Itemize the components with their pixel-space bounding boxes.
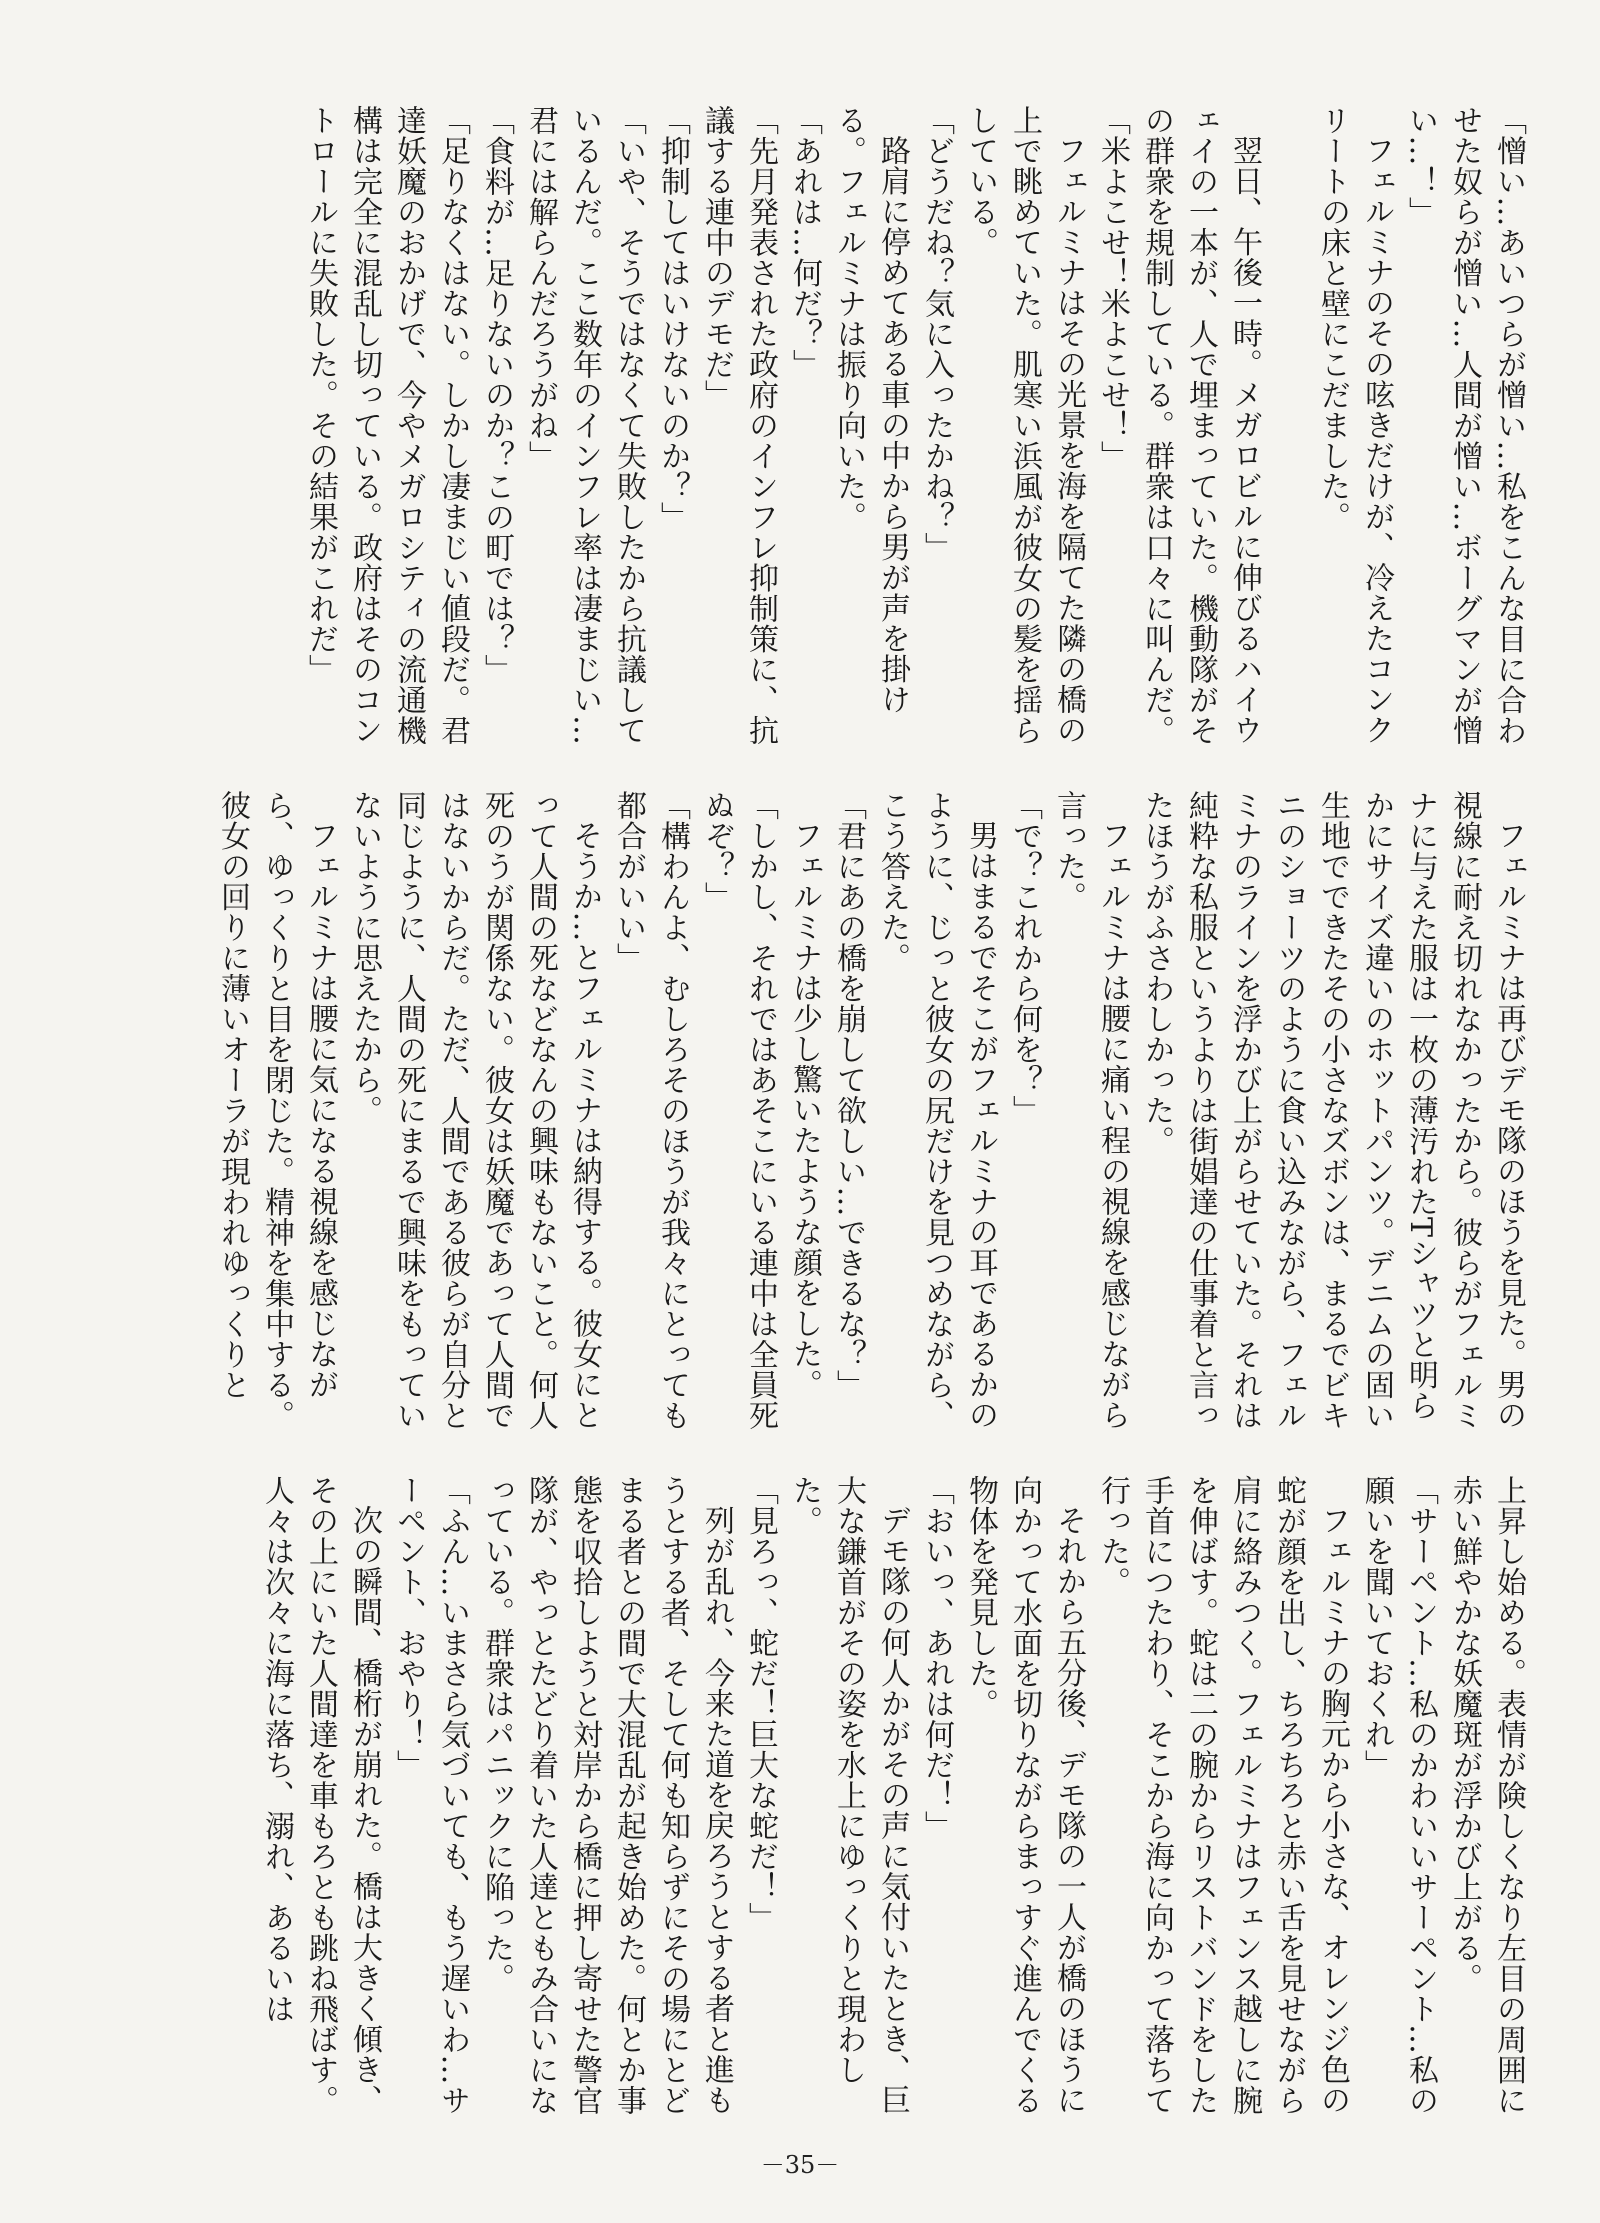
- paragraph: 「しかし、それではあそこにいる連中は全員死ぬぞ？」: [699, 790, 778, 1431]
- paragraph: 上昇し始める。表情が険しくなり左目の周囲に赤い鮮やかな妖魔斑が浮かび上がる。: [1447, 1475, 1526, 2116]
- paragraph: 男はまるでそこがフェルミナの耳であるかのように、じっと彼女の尻だけを見つめながら、こう答えた。: [875, 790, 998, 1431]
- text-tier-top: [70, 105, 1530, 755]
- paragraph: フェルミナはその光景を海を隔てた隣の橋の上で眺めていた。肌寒い浜風が彼女の髪を揺らしている。: [963, 105, 1086, 746]
- paragraph: 「構わんよ、むしろそのほうが我々にとっても都合がいい」: [611, 790, 690, 1431]
- paragraph: 翌日、午後一時。メガロビルに伸びるハイウェイの一本が、人で埋まっていた。機動隊がその群衆を規制している。群衆は口々に叫んだ。: [1139, 105, 1262, 746]
- paragraph: 「見ろっ、蛇だ！巨大な蛇だ！」: [743, 1475, 778, 1933]
- paragraph: 路肩に停めてある車の中から男が声を掛ける。フェルミナは振り向いた。: [831, 105, 910, 715]
- paragraph: 「足りなくはない。しかし凄まじい値段だ。君達妖魔のおかげで、今やメガロシティの流通機構は完全に混乱し切っている。政府はそのコントロールに失敗した。その結果がこれだ」: [303, 105, 470, 746]
- paragraph: 「君にあの橋を崩して欲しい…できるな？」: [831, 790, 866, 1400]
- paragraph: フェルミナは再びデモ隊のほうを見た。男の視線に耐え切れなかったから。彼らがフェルミナに与えた服は一枚の薄汚れたTシャツと明らかにサイズ違いのホットパンツ。デニムの固い生地でできたその小さなズボンは、まるでビキニのショーツのように食い込みながら、フェルミナのラインを浮かび上がらせていた。それは純粋な私服というよりは街娼達の仕事着と言ったほうがふさわしかった。: [1139, 790, 1526, 1431]
- paragraph: フェルミナは腰に痛い程の視線を感じながら言った。: [1051, 790, 1130, 1430]
- paragraph: それから五分後、デモ隊の一人が橋のほうに向かって水面を切りながらまっすぐ進んでくる物体を発見した。: [963, 1475, 1086, 2116]
- paragraph: そうか…とフェルミナは納得する。彼女にとって人間の死などなんの興味もないこと。何人死のうが関係ない。彼女は妖魔であって人間ではないからだ。ただ、人間である彼らが自分と同じように、人間の死にまるで興味をもっていないように思えたから。: [347, 790, 602, 1431]
- paragraph: 「先月発表された政府のインフレ抑制策に、抗議する連中のデモだ」: [699, 105, 778, 746]
- paragraph: フェルミナのその呟きだけが、冷えたコンクリートの床と壁にこだました。: [1315, 105, 1394, 745]
- paragraph: 列が乱れ、今来た道を戻ろうとする者と進もうとする者、そして何も知らずにその場にとどまる者との間で大混乱が起き始めた。何とか事態を収拾しようと対岸から橋に押し寄せた警官隊が、やっとたどり着いた人達ともみ合いになっている。群衆はパニックに陥った。: [479, 1475, 734, 2116]
- paragraph: [1266, 105, 1310, 755]
- paragraph: デモ隊の何人かがその声に気付いたとき、巨大な鎌首がその姿を水上にゆっくりと現わした。: [787, 1475, 910, 2115]
- page-number: －35－: [760, 2151, 840, 2179]
- paragraph: 「おいっ、あれは何だ！」: [919, 1475, 954, 1841]
- paragraph: フェルミナは腰に気になる視線を感じながら、ゆっくりと目を閉じた。精神を集中する。彼女の回りに薄いオーラが現われゆっくりと: [215, 790, 338, 1431]
- paragraph: 次の瞬間、橋桁が崩れた。橋は大きく傾き、その上にいた人間達を車もろとも跳ね飛ばす。人々は次々に海に落ち、溺れ、あるいは: [259, 1475, 382, 2116]
- paragraph: フェルミナの胸元から小さな、オレンジ色の蛇が顔を出し、ちろちろと赤い舌を見せながら肩に絡みつく。フェルミナはフェンス越しに腕を伸ばす。蛇は二の腕からリストバンドをした手首につたわり、そこから海に向かって落ちて行った。: [1095, 1475, 1350, 2116]
- paragraph: フェルミナは少し驚いたような顔をした。: [787, 820, 822, 1400]
- text-tier-bottom: [70, 1475, 1530, 2135]
- paragraph: 「憎い…あいつらが憎い…私をこんな目に合わせた奴らが憎い…人間が憎い…ボーグマンが憎い…！」: [1403, 105, 1526, 746]
- paragraph: 「抑制してはいけないのか？」: [655, 105, 690, 532]
- paragraph: 「どうだね？気に入ったかね？」: [919, 105, 954, 563]
- text-tier-middle: [70, 790, 1530, 1440]
- paragraph: 「あれは…何だ？」: [787, 105, 822, 380]
- paragraph: 「サーペント…私のかわいいサーペント…私の願いを聞いておくれ」: [1359, 1475, 1438, 2116]
- paragraph: 「食料が…足りないのか？この町では？」: [479, 105, 514, 685]
- paragraph: 「米よこせ！米よこせ！」: [1095, 105, 1130, 471]
- paragraph: 「で？これから何を？」: [1007, 790, 1042, 1126]
- paragraph: 「いや、そうではなくて失敗したから抗議しているんだ。ここ数年のインフレ率は凄まじい…君には解らんだろうがね」: [523, 105, 646, 746]
- paragraph: 「ふん…いまさら気づいても、もう遅いわ…サーペント、おやり！」: [391, 1475, 470, 2116]
